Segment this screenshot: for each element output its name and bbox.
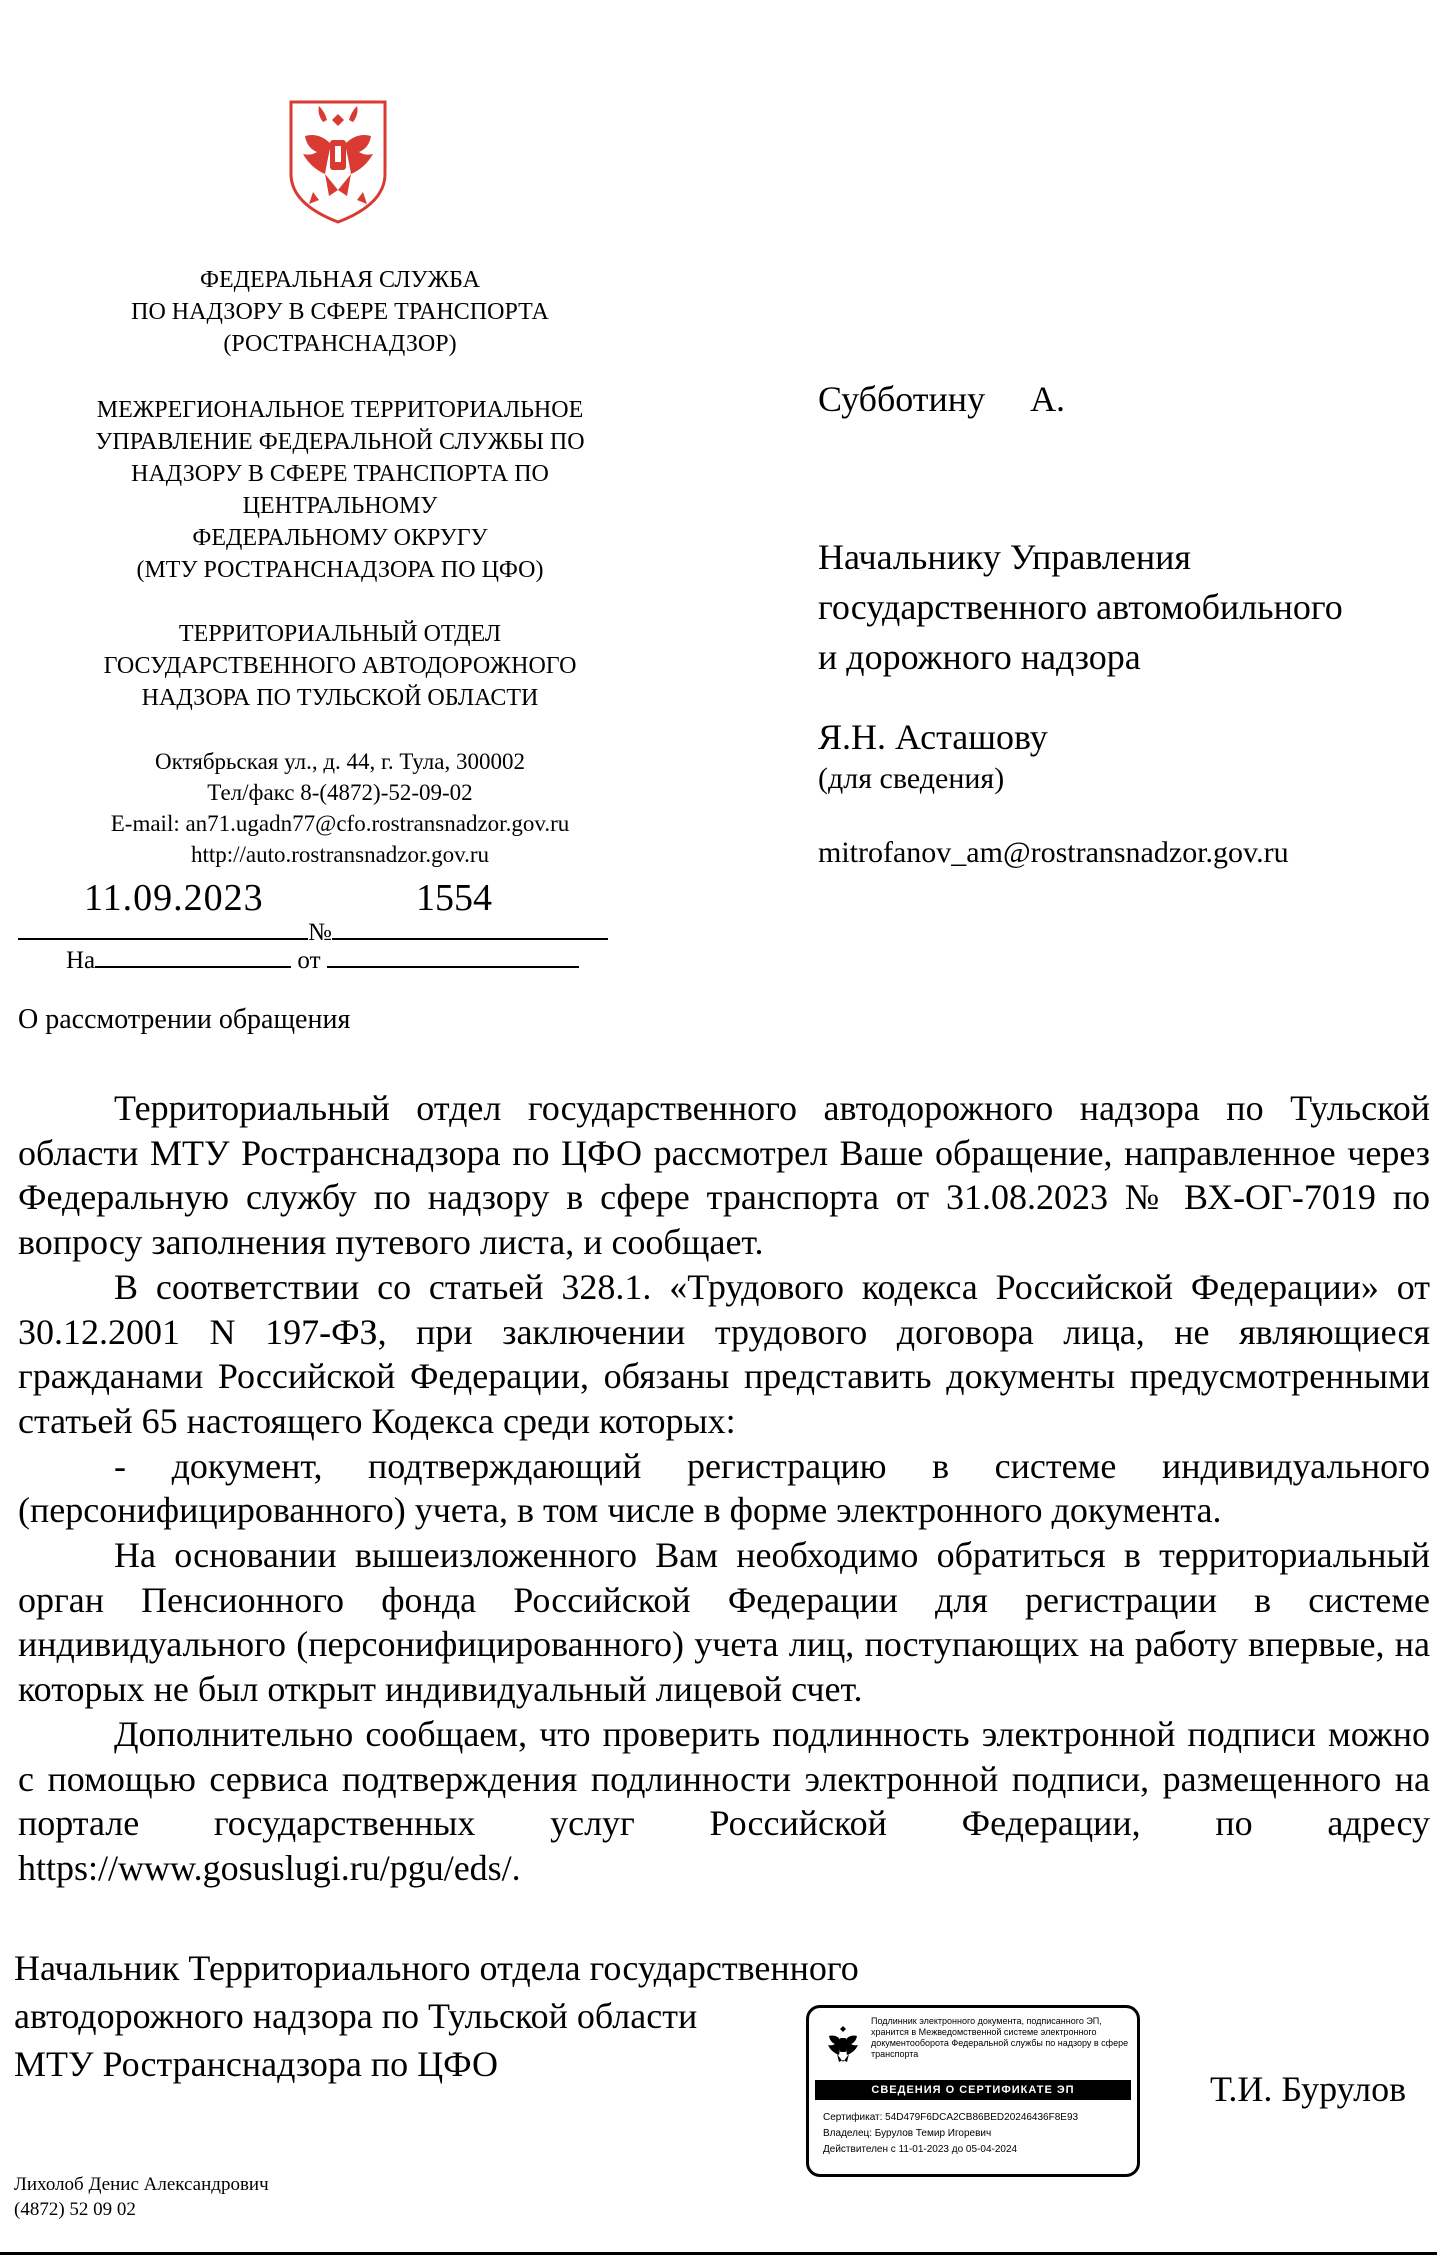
recipient-name: Субботину А. — [818, 379, 1066, 419]
stamp-title: СВЕДЕНИЯ О СЕРТИФИКАТЕ ЭП — [815, 2080, 1131, 2100]
mtu-name-line: ЦЕНТРАЛЬНОМУ — [242, 493, 438, 519]
for-info-note: (для сведения) — [818, 762, 1005, 795]
department-name-block — [20, 618, 660, 714]
stamp-certificate: Сертификат: 54D479F6DCA2CB86BED20246436F8E93 — [823, 2112, 1079, 2123]
department-name-line: ГОСУДАРСТВЕННОГО АВТОДОРОЖНОГО — [103, 653, 577, 679]
recipient-head-line: и дорожного надзора — [818, 637, 1141, 677]
reference-line — [66, 944, 626, 975]
stamp-header-text: Подлинник электронного документа, подписанного ЭП, хранится в Межведомственной системе электронного документооборота Федеральной службы по надзору в сфере транспорта — [871, 2016, 1129, 2059]
mtu-name-line: МЕЖРЕГИОНАЛЬНОЕ ТЕРРИТОРИАЛЬНОЕ — [96, 397, 584, 423]
recipient-head-block — [818, 532, 1343, 682]
e-signature-stamp — [806, 2005, 1140, 2177]
registration-line — [18, 916, 618, 947]
department-name-line: НАДЗОРА ПО ТУЛЬСКОЙ ОБЛАСТИ — [141, 685, 539, 711]
body-paragraph: В соответствии со статьей 328.1. «Трудового кодекса Российской Федерации» от 30.12.2001 N 197-ФЗ, при заключении трудового договора лица, не являющиеся гражданами Российской Федерации, обязаны представить документы предусмотренными статьей 65 настоящего Кодекса среди которых: — [18, 1266, 1430, 1441]
signatory-position — [14, 1944, 859, 2088]
mtu-name-line: (МТУ РОСТРАНСНАДЗОРА ПО ЦФО) — [136, 557, 544, 583]
body-paragraph: На основании вышеизложенного Вам необходимо обратиться в территориальный орган Пенсионного фонда Российской Федерации для регистрации в системе индивидуального (персонифицированного) учета лиц, поступающих на работу впервые, на которых не был открыт индивидуальный лицевой счет. — [18, 1535, 1430, 1710]
number-sign: № — [308, 919, 332, 946]
phone-line: Тел/факс 8-(4872)-52-09-02 — [207, 780, 473, 805]
reference-from: от — [297, 947, 321, 974]
stamp-details — [823, 2110, 1078, 2158]
stamp-owner: Владелец: Бурулов Темир Игоревич — [823, 2128, 992, 2139]
body-paragraph: Территориальный отдел государственного автодорожного надзора по Тульской области МТУ Ространснадзора по ЦФО рассмотрел Ваше обращение, направленное через Федеральную службу по надзору в сфере транспорта от 31.08.2023 № ВХ-ОГ-7019 по вопросу заполнения путевого листа, и сообщает. — [18, 1088, 1430, 1263]
service-name-line: ФЕДЕРАЛЬНАЯ СЛУЖБА — [200, 267, 480, 293]
mtu-name-line: ФЕДЕРАЛЬНОМУ ОКРУГУ — [192, 525, 488, 551]
recipient-head-line: Начальнику Управления — [818, 537, 1191, 577]
position-line: Начальник Территориального отдела государственного — [14, 1948, 859, 1988]
bottom-divider — [0, 2252, 1437, 2255]
service-name-block — [20, 264, 660, 360]
stamp-emblem-icon — [823, 2022, 863, 2066]
website-line: http://auto.rostransnadzor.gov.ru — [190, 842, 490, 867]
executor-name: Лихолоб Денис Александрович — [14, 2174, 269, 2195]
department-name-line: ТЕРРИТОРИАЛЬНЫЙ ОТДЕЛ — [178, 621, 502, 647]
registration-number: 1554 — [416, 877, 492, 919]
position-line: МТУ Ространснадзора по ЦФО — [14, 2044, 499, 2084]
executor-block — [14, 2172, 269, 2222]
body-paragraph: Дополнительно сообщаем, что проверить подлинность электронной подписи можно с помощью сервиса подтверждения подлинности электронной подписи, размещенного на портале государственных услуг Российской Федерации, по адресу https://www.gosuslugi.ru/pgu/eds/. — [18, 1713, 1430, 1888]
recipient-email: mitrofanov_am@rostransnadzor.gov.ru — [818, 836, 1289, 869]
stamp-valid: Действителен с 11-01-2023 до 05-04-2024 — [823, 2144, 1018, 2155]
email-line: E-mail: an71.ugadn77@cfo.rostransnadzor.gov.ru — [110, 811, 570, 836]
coat-of-arms-emblem — [283, 96, 393, 226]
letter-subject: О рассмотрении обращения — [18, 1004, 351, 1035]
mtu-name-block — [20, 394, 660, 586]
letter-body — [18, 1086, 1430, 1891]
mtu-name-line: УПРАВЛЕНИЕ ФЕДЕРАЛЬНОЙ СЛУЖБЫ ПО — [95, 429, 585, 455]
service-name-line: ПО НАДЗОРУ В СФЕРЕ ТРАНСПОРТА — [131, 299, 549, 325]
recipient-head-line: государственного автомобильного — [818, 587, 1343, 627]
contacts-block — [20, 746, 660, 870]
registration-date: 11.09.2023 — [84, 877, 264, 919]
executor-phone: (4872) 52 09 02 — [14, 2199, 136, 2220]
address-line: Октябрьская ул., д. 44, г. Тула, 300002 — [155, 749, 525, 774]
reference-prefix: На — [66, 947, 96, 974]
mtu-name-line: НАДЗОРУ В СФЕРЕ ТРАНСПОРТА ПО — [131, 461, 549, 487]
service-name-line: (РОСТРАНСНАДЗОР) — [223, 331, 457, 357]
signer-name: Т.И. Бурулов — [1210, 2069, 1407, 2109]
body-paragraph: - документ, подтверждающий регистрацию в системе индивидуального (персонифицированного) учета, в том числе в форме электронного документа. — [18, 1445, 1430, 1531]
position-line: автодорожного надзора по Тульской области — [14, 1996, 698, 2036]
recipient-second-name: Я.Н. Асташову — [818, 717, 1048, 757]
